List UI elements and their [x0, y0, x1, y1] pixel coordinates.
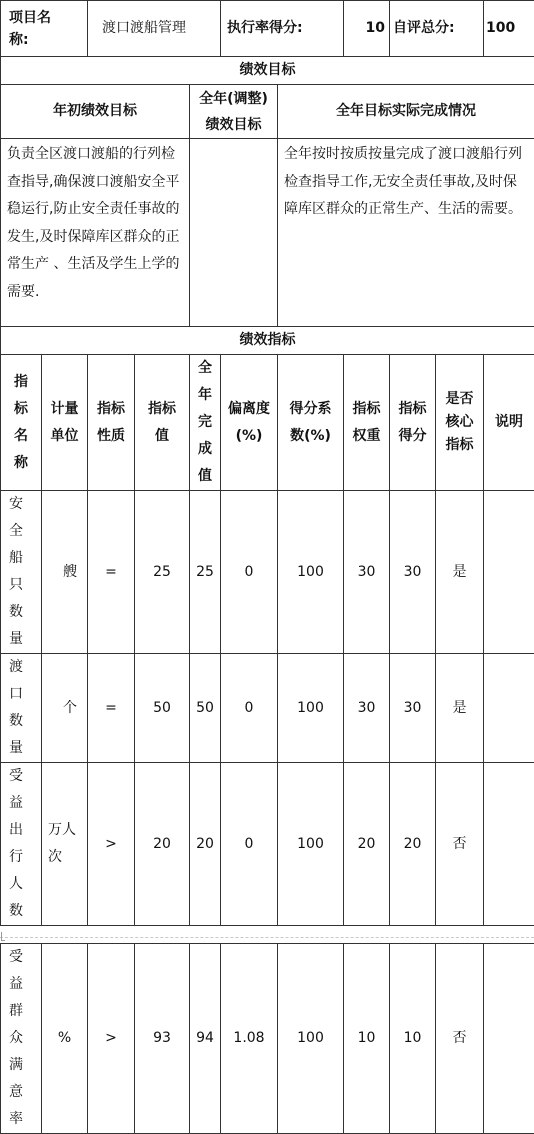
- col-nature: 指标性质: [88, 355, 135, 491]
- indicator-actual: 94: [190, 944, 221, 1134]
- table-row: [1, 491, 534, 654]
- page-break: [0, 918, 534, 943]
- indicator-name: 安全船只数量: [1, 491, 42, 654]
- project-name-label: 项目名称:: [1, 1, 88, 57]
- indicator-nature: =: [88, 654, 135, 763]
- indicator-name: 受益出行人数: [1, 763, 42, 926]
- indicator-actual: 20: [190, 763, 221, 926]
- col-adjusted-goal: 全年(调整)绩效目标: [190, 85, 278, 139]
- table-row: [1, 944, 534, 1134]
- col-score-coef: 得分系数(%): [278, 355, 344, 491]
- col-actual-value: 全年完成值: [190, 355, 221, 491]
- indicator-weight: 30: [344, 654, 390, 763]
- indicator-is-core: 否: [436, 763, 484, 926]
- indicator-weight: 20: [344, 763, 390, 926]
- indicator-score: 30: [390, 654, 436, 763]
- page-corner-mark: [1, 932, 5, 941]
- col-weight: 指标权重: [344, 355, 390, 491]
- col-target-value: 指标值: [135, 355, 190, 491]
- indicator-unit: 个: [42, 654, 88, 763]
- exec-rate-label: 执行率得分:: [221, 1, 344, 57]
- col-deviation: 偏离度(%): [221, 355, 278, 491]
- goals-section-title: 绩效目标: [1, 57, 534, 85]
- indicator-target: 93: [135, 944, 190, 1134]
- indicator-weight: 10: [344, 944, 390, 1134]
- col-unit: 计量单位: [42, 355, 88, 491]
- indicator-unit: 万人次: [42, 763, 88, 926]
- indicator-nature: >: [88, 944, 135, 1134]
- indicator-target: 25: [135, 491, 190, 654]
- indicator-note: [484, 654, 534, 763]
- col-indicator-name: 指标名称: [1, 355, 42, 491]
- indicator-actual: 50: [190, 654, 221, 763]
- indicator-target: 20: [135, 763, 190, 926]
- indicator-note: [484, 491, 534, 654]
- indicator-is-core: 是: [436, 654, 484, 763]
- indicator-score: 20: [390, 763, 436, 926]
- performance-table-continued: [0, 943, 534, 1134]
- indicator-coef: 100: [278, 654, 344, 763]
- col-score: 指标得分: [390, 355, 436, 491]
- indicator-name: 渡口数量: [1, 654, 42, 763]
- col-actual-completion: 全年目标实际完成情况: [278, 85, 534, 139]
- indicator-weight: 30: [344, 491, 390, 654]
- indicator-is-core: 是: [436, 491, 484, 654]
- indicator-unit: %: [42, 944, 88, 1134]
- indicator-coef: 100: [278, 944, 344, 1134]
- indicator-coef: 100: [278, 491, 344, 654]
- indicator-note: [484, 944, 534, 1134]
- exec-rate-value: 10: [344, 1, 390, 57]
- indicator-coef: 100: [278, 763, 344, 926]
- total-score-label: 自评总分:: [390, 1, 484, 57]
- actual-completion-text: 全年按时按质按量完成了渡口渡船行列检查指导工作,无安全责任事故,及时保障库区群众的正常生产、生活的需要。: [278, 139, 534, 327]
- indicator-score: 30: [390, 491, 436, 654]
- col-is-core: 是否核心指标: [436, 355, 484, 491]
- indicator-deviation: 0: [221, 763, 278, 926]
- indicator-target: 50: [135, 654, 190, 763]
- adjusted-goal-text: [190, 139, 278, 327]
- indicator-is-core: 否: [436, 944, 484, 1134]
- initial-goal-text: 负责全区渡口渡船的行列检查指导,确保渡口渡船安全平稳运行,防止安全责任事故的发生,及时保障库区群众的正常生产 、生活及学生上学的需要.: [1, 139, 190, 327]
- indicator-nature: >: [88, 763, 135, 926]
- indicators-section-title: 绩效指标: [1, 327, 534, 355]
- indicator-nature: =: [88, 491, 135, 654]
- total-score-value: 100: [484, 1, 534, 57]
- indicator-deviation: 1.08: [221, 944, 278, 1134]
- table-row: [1, 763, 534, 926]
- indicator-name: 受益群众满意率: [1, 944, 42, 1134]
- col-initial-goal: 年初绩效目标: [1, 85, 190, 139]
- indicator-score: 10: [390, 944, 436, 1134]
- indicator-deviation: 0: [221, 654, 278, 763]
- indicator-deviation: 0: [221, 491, 278, 654]
- col-note: 说明: [484, 355, 534, 491]
- indicator-note: [484, 763, 534, 926]
- indicator-unit: 艘: [42, 491, 88, 654]
- table-row: [1, 654, 534, 763]
- indicator-actual: 25: [190, 491, 221, 654]
- project-name-value: 渡口渡船管理: [88, 1, 221, 57]
- page-break-line: [0, 937, 534, 938]
